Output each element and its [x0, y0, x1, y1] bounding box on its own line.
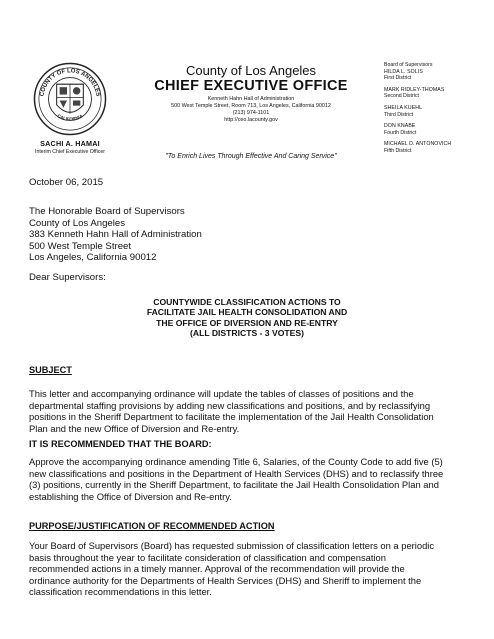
office-name: CHIEF EXECUTIVE OFFICE [154, 78, 348, 94]
paragraph-line: new classifications and positions in the Department of Health Services (DHS) and to reclassify three [29, 467, 444, 479]
seal-text-bottom: CALIFORNIA [56, 113, 84, 122]
paragraph-line: Approve the accompanying ordinance amending Title 6, Salaries, of the County Code to add five (5) [29, 456, 443, 467]
subject-heading: SUBJECT [29, 365, 72, 375]
board-member-name: MICHAEL D. ANTONOVICH [384, 141, 452, 148]
salutation: Dear Supervisors: [29, 272, 106, 283]
recommendation-paragraph [29, 456, 469, 502]
board-member-name: MARK RIDLEY-THOMAS [384, 86, 445, 93]
board-member-name: HILDA L. SOLIS [384, 68, 423, 75]
board-member-district: Fifth District [384, 147, 412, 154]
paragraph-line: basis throughout the year to facilitate consideration of classification and compensation [29, 551, 386, 563]
purpose-paragraph [29, 540, 469, 598]
website-link[interactable]: http://ceo.lacounty.gov [224, 117, 278, 123]
board-member-name: SHEILA KUEHL [384, 104, 423, 111]
paragraph-line: This letter and accompanying ordinance will update the tables of classes of positions and the [29, 388, 414, 399]
paragraph-line: classification recommendations in this letter. [29, 586, 212, 597]
board-member [384, 87, 490, 100]
board-member-district: Second District [384, 93, 419, 100]
board-of-supervisors-list [384, 62, 490, 160]
purpose-heading: PURPOSE/JUSTIFICATION OF RECOMMENDED ACTION [29, 521, 275, 531]
paragraph-line: ordinance authority for the Departments of Health Services (DHS) and Sheriff to implement the [29, 574, 422, 586]
paragraph-line: establishing the Office of Diversion and Re-entry. [29, 490, 232, 502]
paragraph-line: Your Board of Supervisors (Board) has requested submission of classification letters on a periodic [29, 540, 435, 551]
letter-heading [100, 297, 394, 339]
board-member [384, 123, 490, 136]
motto: "To Enrich Lives Through Effective And Caring Service" [165, 153, 337, 160]
recipient-line: The Honorable Board of Supervisors [29, 206, 185, 217]
recipient-line: Los Angeles, California 90012 [29, 252, 157, 263]
heading-line: COUNTYWIDE CLASSIFICATION ACTIONS TO [153, 297, 341, 307]
county-seal-icon [33, 62, 107, 136]
svg-text:CALIFORNIA [57, 113, 85, 122]
paragraph-line: (3) positions, currently in the Sheriff Department, to facilitate the Jail Health Consolidation Plan and [29, 479, 439, 490]
phone-line: (213) 974-1101 [232, 110, 270, 116]
address-line: Kenneth Hahn Hall of Administration [207, 96, 295, 102]
subject-paragraph [29, 388, 469, 434]
recipient-line: 500 West Temple Street [29, 240, 132, 252]
board-member-district: First District [384, 75, 412, 82]
county-name: County of Los Angeles [185, 63, 317, 78]
recipient-line: County of Los Angeles [29, 217, 126, 229]
board-member-district: Third District [384, 111, 414, 118]
letter-date: October 06, 2015 [29, 177, 104, 188]
board-member-name: DON KNABE [384, 123, 416, 130]
officer-title: Interim Chief Executive Officer [35, 149, 105, 155]
board-member [384, 62, 490, 82]
board-heading: Board of Supervisors [384, 62, 433, 68]
heading-line: THE OFFICE OF DIVERSION AND RE-ENTRY [156, 317, 338, 328]
board-member [384, 141, 490, 154]
paragraph-line: recommended actions in a timely manner. Approval of the recommendation will provide the [29, 563, 405, 574]
seal-text-top: COUNTY OF LOS ANGELES [39, 68, 101, 97]
officer-name: SACHI A. HAMAI [40, 139, 100, 148]
recommendation-heading: IT IS RECOMMENDED THAT THE BOARD: [29, 439, 212, 449]
paragraph-line: positions in the Sheriff Department to facilitate the implementation of the Jail Health Consolidation [29, 411, 434, 422]
paragraph-line: Plan and the new Office of Diversion and Re-entry. [29, 422, 240, 434]
recipient-line: 383 Kenneth Hahn Hall of Administration [29, 229, 202, 240]
board-member-district: Fourth District [384, 129, 417, 136]
board-member [384, 105, 490, 118]
heading-line: (ALL DISTRICTS - 3 VOTES) [190, 328, 304, 339]
address-line: 500 West Temple Street, Room 713, Los Angeles, California 90012 [171, 103, 331, 109]
paragraph-line: departmental staffing provisions by adding new classifications and positions, and by reclassifying [29, 399, 431, 411]
recipient-address [29, 206, 202, 264]
heading-line: FACILITATE JAIL HEALTH CONSOLIDATION AND [146, 307, 348, 318]
